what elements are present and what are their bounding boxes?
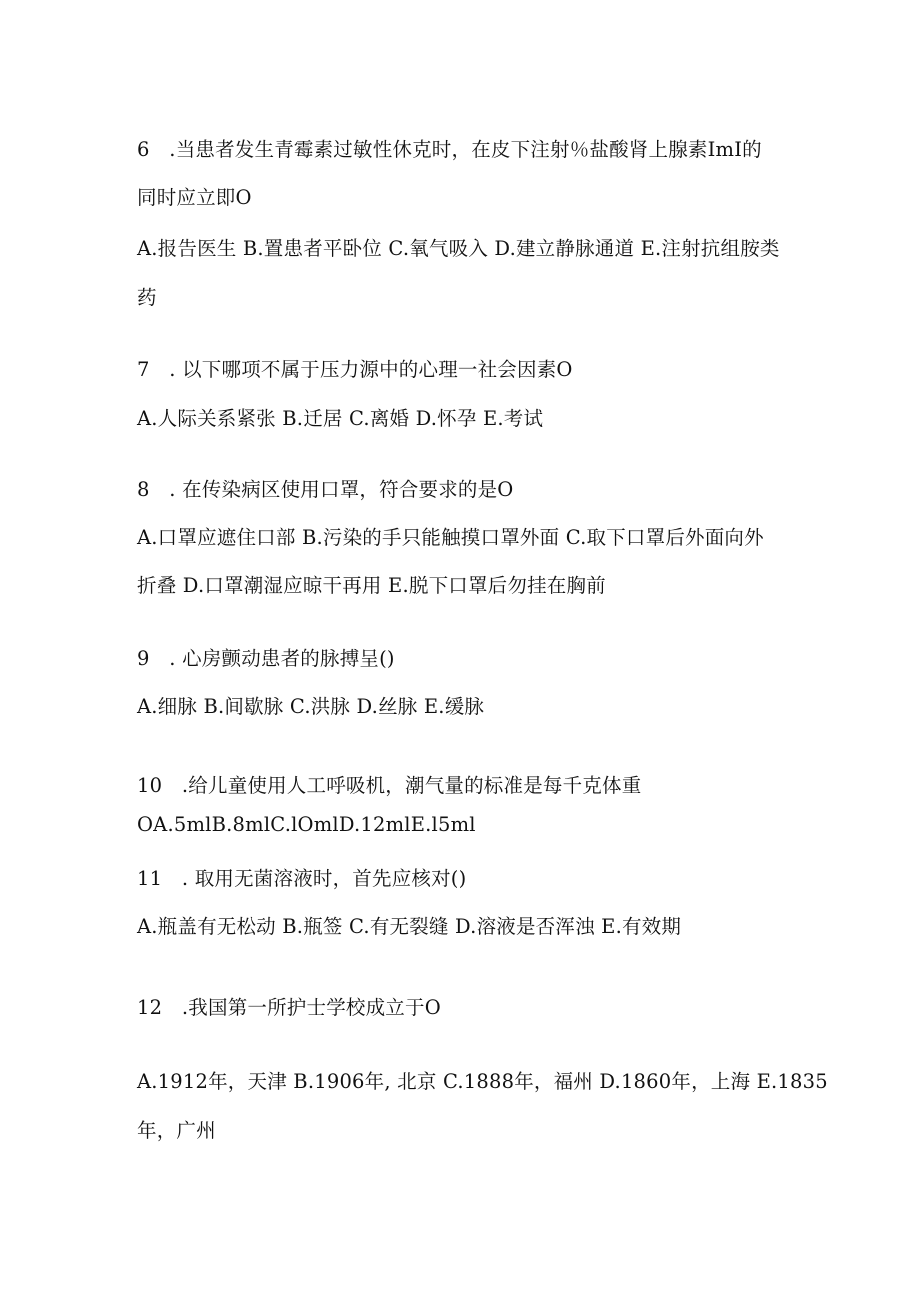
q9-stem-line-1: 9 . 心房颤动患者的脉搏呈() [137,647,395,670]
q8-options-line-1: A.口罩应遮住口部 B.污染的手只能触摸口罩外面 C.取下口罩后外面向外 [137,526,764,549]
q6-options-line-1: A.报告医生 B.置患者平卧位 C.氧气吸入 D.建立静脉通道 E.注射抗组胺类 [137,237,780,260]
q12-stem-line-1: 12 .我国第一所护士学校成立于O [137,996,441,1019]
q11-options-line-1: A.瓶盖有无松动 B.瓶签 C.有无裂缝 D.溶液是否浑浊 E.有效期 [137,915,682,938]
q12-options-line-2: 年，广州 [137,1119,216,1142]
q7-stem-line-1: 7 . 以下哪项不属于压力源中的心理一社会因素O [137,358,573,381]
q10-options-line-1: OA.5mlB.8mlC.lOmlD.12mlE.l5ml [137,813,476,836]
q10-stem-line-1: 10 .给儿童使用人工呼吸机，潮气量的标准是每千克体重 [137,774,642,797]
q8-stem-line-1: 8 . 在传染病区使用口罩，符合要求的是O [137,478,514,501]
q9-options-line-1: A.细脉 B.间歇脉 C.洪脉 D.丝脉 E.缓脉 [137,695,485,718]
q11-stem-line-1: 11 . 取用无菌溶液时，首先应核对() [137,867,467,890]
q6-options-line-2: 药 [137,286,157,309]
q6-stem-line-2: 同时应立即O [137,186,252,209]
q12-options-line-1: A.1912年，天津 B.1906年, 北京 C.1888年，福州 D.1860年，上海 E.1835 [137,1070,828,1093]
q6-stem-line-1: 6 .当患者发生青霉素过敏性休克时，在皮下注射％盐酸肾上腺素ImI的 [137,138,762,161]
q7-options-line-1: A.人际关系紧张 B.迁居 C.离婚 D.怀孕 E.考试 [137,407,544,430]
q8-options-line-2: 折叠 D.口罩潮湿应晾干再用 E.脱下口罩后勿挂在胸前 [137,574,606,597]
